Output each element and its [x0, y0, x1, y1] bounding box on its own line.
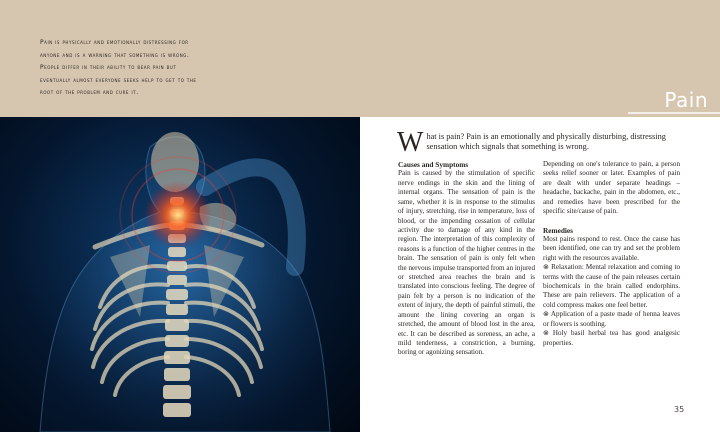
- lead-paragraph: [397, 127, 680, 158]
- remedy-item: ⊗ Holy basil herbal tea has good analgesic properties.: [543, 329, 680, 347]
- chapter-title: Pain: [664, 88, 708, 112]
- page-number: 35: [674, 405, 685, 414]
- bullet-icon: ⊗: [543, 329, 549, 338]
- article-columns: [398, 160, 680, 358]
- remedy-item: ⊗ Application of a paste made of henna leaves or flowers is soothing.: [543, 310, 680, 328]
- causes-heading: Causes and Symptoms: [398, 160, 469, 169]
- intro-text: [40, 37, 250, 100]
- article: [397, 127, 680, 357]
- remedies-intro: Most pains respond to rest. Once the cause has been identified, one can try and set the problem right with the resources available.: [543, 234, 680, 262]
- remedy-item: ⊗ Relaxation: Mental relaxation and coming to terms with the cause of the pain releases certain biochemicals in the brain called endorphins. These are pain relievers. The application of a cold compress makes one feel better.: [543, 263, 680, 309]
- bullet-icon: ⊗: [543, 310, 549, 319]
- intro-line: eventually almost everyone seeks help to get to the: [40, 76, 197, 84]
- right-column: [543, 160, 680, 358]
- causes-body: Pain is caused by the stimulation of specific nerve endings in the skin and the lining of internal organs. The sensation of pain is the same, whether it is in response to the stimulus of injury, stretching, rise in temperature, loss of blood, or the impending cessation of cellular activity due to damage of any kind in the region. The interpretation of this complexity of reasons is a function of the higher centres in the brain. The sensation of pain is only felt when the nervous impulse transported from an injured or stretched area reaches the brain and is translated into conscious feeling. The degree of pain felt by a person is no indication of the extent of injury, the depth of painful stimuli, the amount the lining covering an organ is stretched, the amount of blood lost in the area, etc. It can be described as soreness, an ache, a mild tenderness, a constriction, a burning, boring or agonizing sensation.: [398, 169, 535, 357]
- drop-cap: W: [397, 127, 424, 158]
- bullet-icon: ⊗: [543, 263, 549, 272]
- intro-line: root of the problem and cure it.: [40, 89, 139, 97]
- skeleton-neck-pain-illustration: [0, 117, 360, 432]
- title-underline: [628, 112, 720, 114]
- tolerance-body: Depending on one's tolerance to pain, a person seeks relief sooner or later. Examples of pain are dealt with under separate headings – headache, backache, pain in the abdomen, etc., and remedies have been prescribed for the specific site/cause of pain.: [543, 160, 680, 216]
- remedies-heading: Remedies: [543, 225, 573, 235]
- intro-line: Pain is physically and emotionally distressing for: [40, 39, 189, 46]
- left-column: [398, 160, 535, 358]
- lead-text: hat is pain? Pain is an emotionally and physically disturbing, distressing sensation which signals that something is wrong.: [426, 132, 666, 151]
- intro-line: anyone and is a warning that something is wrong.: [40, 51, 190, 59]
- intro-line: People differ in their ability to bear pain but: [40, 64, 177, 72]
- anatomy-illustration: [0, 117, 360, 432]
